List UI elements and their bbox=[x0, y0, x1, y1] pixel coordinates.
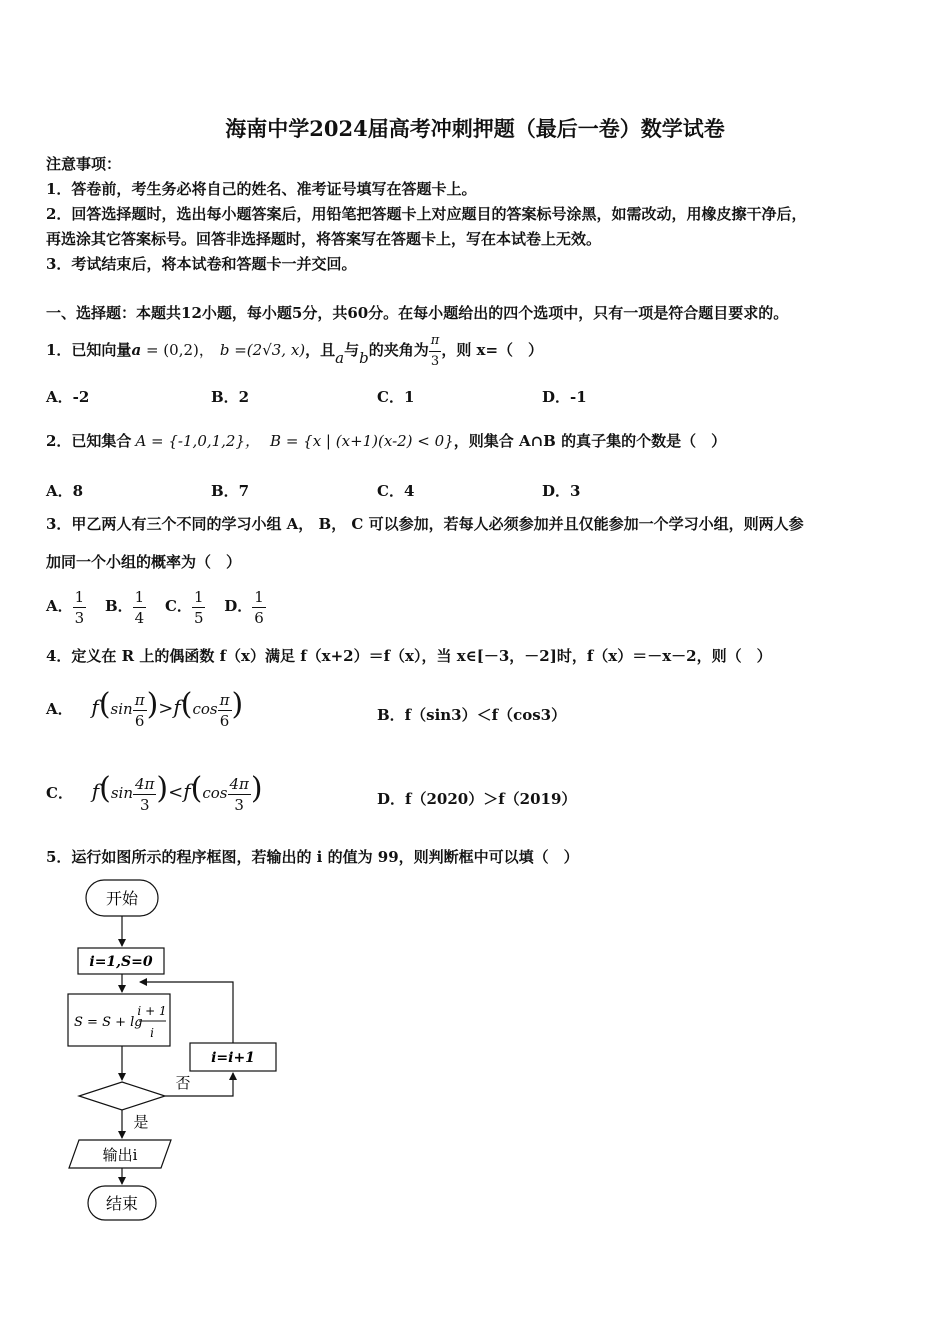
q1-option-b[interactable]: B．2 bbox=[211, 388, 250, 406]
q3-option-d[interactable]: D． $\frac{1}{6}$ bbox=[224, 587, 264, 627]
q2-option-a[interactable]: A．8 bbox=[46, 482, 84, 500]
flowchart-decision-node bbox=[79, 1082, 165, 1110]
q1-vector-a: a bbox=[131, 341, 142, 359]
q1-option-c[interactable]: C．1 bbox=[377, 388, 415, 406]
q1-a2: a bbox=[335, 349, 345, 367]
flowchart-assign-numerator: i + 1 bbox=[137, 1004, 167, 1018]
notice-heading: 注意事项： bbox=[46, 155, 122, 173]
q4-option-d[interactable]: D．f（2020）＞f（2019） bbox=[377, 790, 577, 808]
q2-option-c[interactable]: C．4 bbox=[377, 482, 415, 500]
q2-option-b[interactable]: B．7 bbox=[211, 482, 250, 500]
q1-tail: ，则 x=（ ） bbox=[441, 341, 544, 359]
flowchart-end-label: 结束 bbox=[105, 1194, 139, 1213]
q1-pi: π bbox=[429, 331, 442, 352]
q1-three: 3 bbox=[430, 353, 440, 369]
q2-option-d[interactable]: D．3 bbox=[542, 482, 581, 500]
q3-option-d-fraction: $\frac{1}{6}$ bbox=[254, 587, 264, 627]
q1-b2: b bbox=[359, 349, 369, 367]
question-3-line-1: 3．甲乙两人有三个不同的学习小组 A， B， C 可以参加，若每人必须参加并且仅能参加一个学习小组，则两人参 bbox=[46, 515, 804, 533]
flowchart-init-label: i=1,S=0 bbox=[89, 954, 153, 970]
q1-option-a[interactable]: A．-2 bbox=[46, 388, 90, 406]
q1-prefix: 1．已知向量 bbox=[46, 341, 132, 359]
page-title: 海南中学2024届高考冲刺押题（最后一卷）数学试卷 bbox=[225, 116, 725, 141]
flowchart-start-label: 开始 bbox=[105, 889, 139, 908]
q2-set-b: B = {x | (x+1)(x-2) < 0} bbox=[270, 432, 454, 450]
q3-option-a-fraction: $\frac{1}{3}$ bbox=[74, 587, 85, 627]
q4-option-a[interactable]: A． f(sin $\frac{\pi}{6}$ )>f(cos $\frac{\pi}{6}$ ) bbox=[46, 687, 244, 730]
notice-item-3: 3．考试结束后，将本试卷和答题卡一并交回。 bbox=[46, 255, 357, 273]
q1-option-d[interactable]: D．-1 bbox=[542, 388, 587, 406]
q4-option-b[interactable]: B．f（sin3）＜f（cos3） bbox=[377, 706, 567, 724]
flowchart-increment-label: i=i+1 bbox=[211, 1050, 255, 1066]
section-heading: 一、选择题：本题共12小题，每小题5分，共60分。在每小题给出的四个选项中，只有一项是符合题目要求的。 bbox=[46, 304, 789, 322]
q1-with: 与 bbox=[344, 341, 360, 359]
notice-item-2: 2．回答选择题时，选出每小题答案后，用铅笔把答题卡上对应题目的答案标号涂黑，如需改动，用橡皮擦干净后， bbox=[46, 205, 807, 223]
flowchart-yes-label: 是 bbox=[133, 1113, 149, 1131]
q2-tail: ，则集合 A∩B 的真子集的个数是（ ） bbox=[453, 432, 727, 450]
question-3-line-2: 加同一个小组的概率为（ ） bbox=[46, 553, 242, 571]
q1-mid: ，且 bbox=[305, 341, 336, 359]
flowchart-assign-denominator: i bbox=[150, 1026, 154, 1040]
q1-vector-b: b =(2√3, x) bbox=[219, 341, 306, 359]
flowchart-assign-label: S = S + lg bbox=[74, 1015, 143, 1030]
q3-option-b-fraction: $\frac{1}{4}$ bbox=[134, 587, 145, 627]
q4-option-c[interactable]: C． f(sin $\frac{4\pi}{3}$ )<f(cos $\frac{4\pi}{3}$ ) bbox=[46, 771, 263, 814]
q2-set-a: A = {-1,0,1,2}， bbox=[135, 432, 261, 450]
question-4: 4．定义在 R 上的偶函数 f（x）满足 f（x+2）＝f（x），当 x∈[－3，－2]时，f（x）＝－x－2，则（ ） bbox=[46, 647, 772, 665]
q2-prefix: 2．已知集合 bbox=[46, 432, 132, 450]
q3-option-c[interactable]: C． $\frac{1}{5}$ bbox=[164, 587, 204, 627]
q3-option-c-fraction: $\frac{1}{5}$ bbox=[193, 587, 204, 627]
notice-item-2-cont: 再选涂其它答案标号。回答非选择题时，将答案写在答题卡上，写在本试卷上无效。 bbox=[46, 230, 602, 248]
question-5: 5．运行如图所示的程序框图，若输出的 i 的值为 99，则判断框中可以填（ ） bbox=[46, 848, 579, 866]
q1-angle-text: 的夹角为 bbox=[368, 341, 429, 359]
flowchart-output-label: 输出i bbox=[102, 1146, 138, 1164]
flowchart-no-label: 否 bbox=[175, 1074, 191, 1092]
q1-a-value: = (0,2)， bbox=[141, 341, 214, 359]
q3-option-a[interactable]: A． $\frac{1}{3}$ bbox=[46, 587, 85, 627]
q3-option-b[interactable]: B． $\frac{1}{4}$ bbox=[104, 587, 145, 627]
notice-item-1: 1．答卷前，考生务必将自己的姓名、准考证号填写在答题卡上。 bbox=[46, 180, 477, 198]
